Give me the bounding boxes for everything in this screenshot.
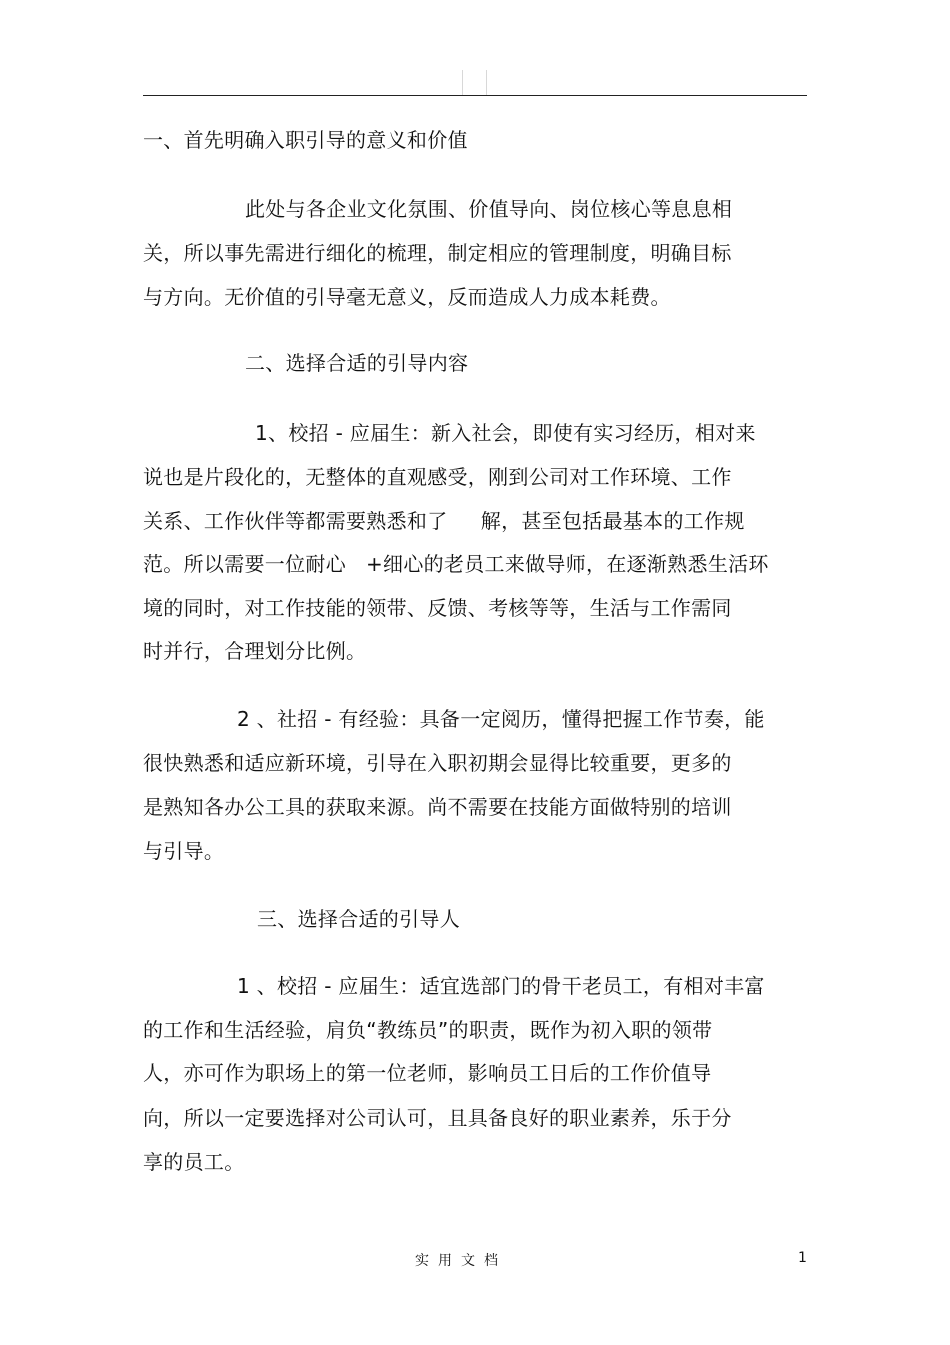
heading-3: 三、选择合适的引导人 xyxy=(257,907,460,931)
paragraph-line: 人，亦可作为职场上的第一位老师，影响员工日后的工作价值导 xyxy=(143,1061,712,1085)
paragraph-line: 此处与各企业文化氛围、价值导向、岗位核心等息息相 xyxy=(245,197,733,221)
paragraph-line: 1、校招 - 应届生：新入社会，即使有实习经历，相对来 xyxy=(255,421,756,445)
header-mark xyxy=(462,70,486,95)
heading-2: 二、选择合适的引导内容 xyxy=(245,351,469,375)
paragraph-line: 2 、社招 - 有经验：具备一定阅历，懂得把握工作节奏，能 xyxy=(237,707,765,731)
paragraph-line: 关系、工作伙伴等都需要熟悉和了 解，甚至包括最基本的工作规 xyxy=(143,509,745,533)
paragraph-line: 与方向。无价值的引导毫无意义，反而造成人力成本耗费。 xyxy=(143,285,671,309)
heading-1: 一、首先明确入职引导的意义和价值 xyxy=(143,128,468,152)
paragraph-line: 境的同时，对工作技能的领带、反馈、考核等等，生活与工作需同 xyxy=(143,596,732,620)
paragraph-line: 关，所以事先需进行细化的梳理，制定相应的管理制度，明确目标 xyxy=(143,241,732,265)
paragraph-line: 时并行，合理划分比例。 xyxy=(143,639,367,663)
paragraph-line: 1 、校招 - 应届生：适宜选部门的骨干老员工，有相对丰富 xyxy=(237,974,765,998)
footer-label: 实用文档 xyxy=(415,1253,507,1269)
page-number: 1 xyxy=(798,1250,807,1266)
paragraph-line: 的工作和生活经验，肩负“教练员”的职责，既作为初入职的领带 xyxy=(143,1018,713,1042)
paragraph-line: 是熟知各办公工具的获取来源。尚不需要在技能方面做特别的培训 xyxy=(143,795,732,819)
paragraph-line: 享的员工。 xyxy=(143,1150,245,1174)
paragraph-line: 向，所以一定要选择对公司认可，且具备良好的职业素养，乐于分 xyxy=(143,1106,732,1130)
header-rule xyxy=(143,95,807,96)
paragraph-line: 说也是片段化的，无整体的直观感受，刚到公司对工作环境、工作 xyxy=(143,465,732,489)
paragraph-line: 范。所以需要一位耐心 +细心的老员工来做导师，在逐渐熟悉生活环 xyxy=(143,552,769,576)
paragraph-line: 与引导。 xyxy=(143,839,225,863)
paragraph-line: 很快熟悉和适应新环境，引导在入职初期会显得比较重要，更多的 xyxy=(143,751,732,775)
